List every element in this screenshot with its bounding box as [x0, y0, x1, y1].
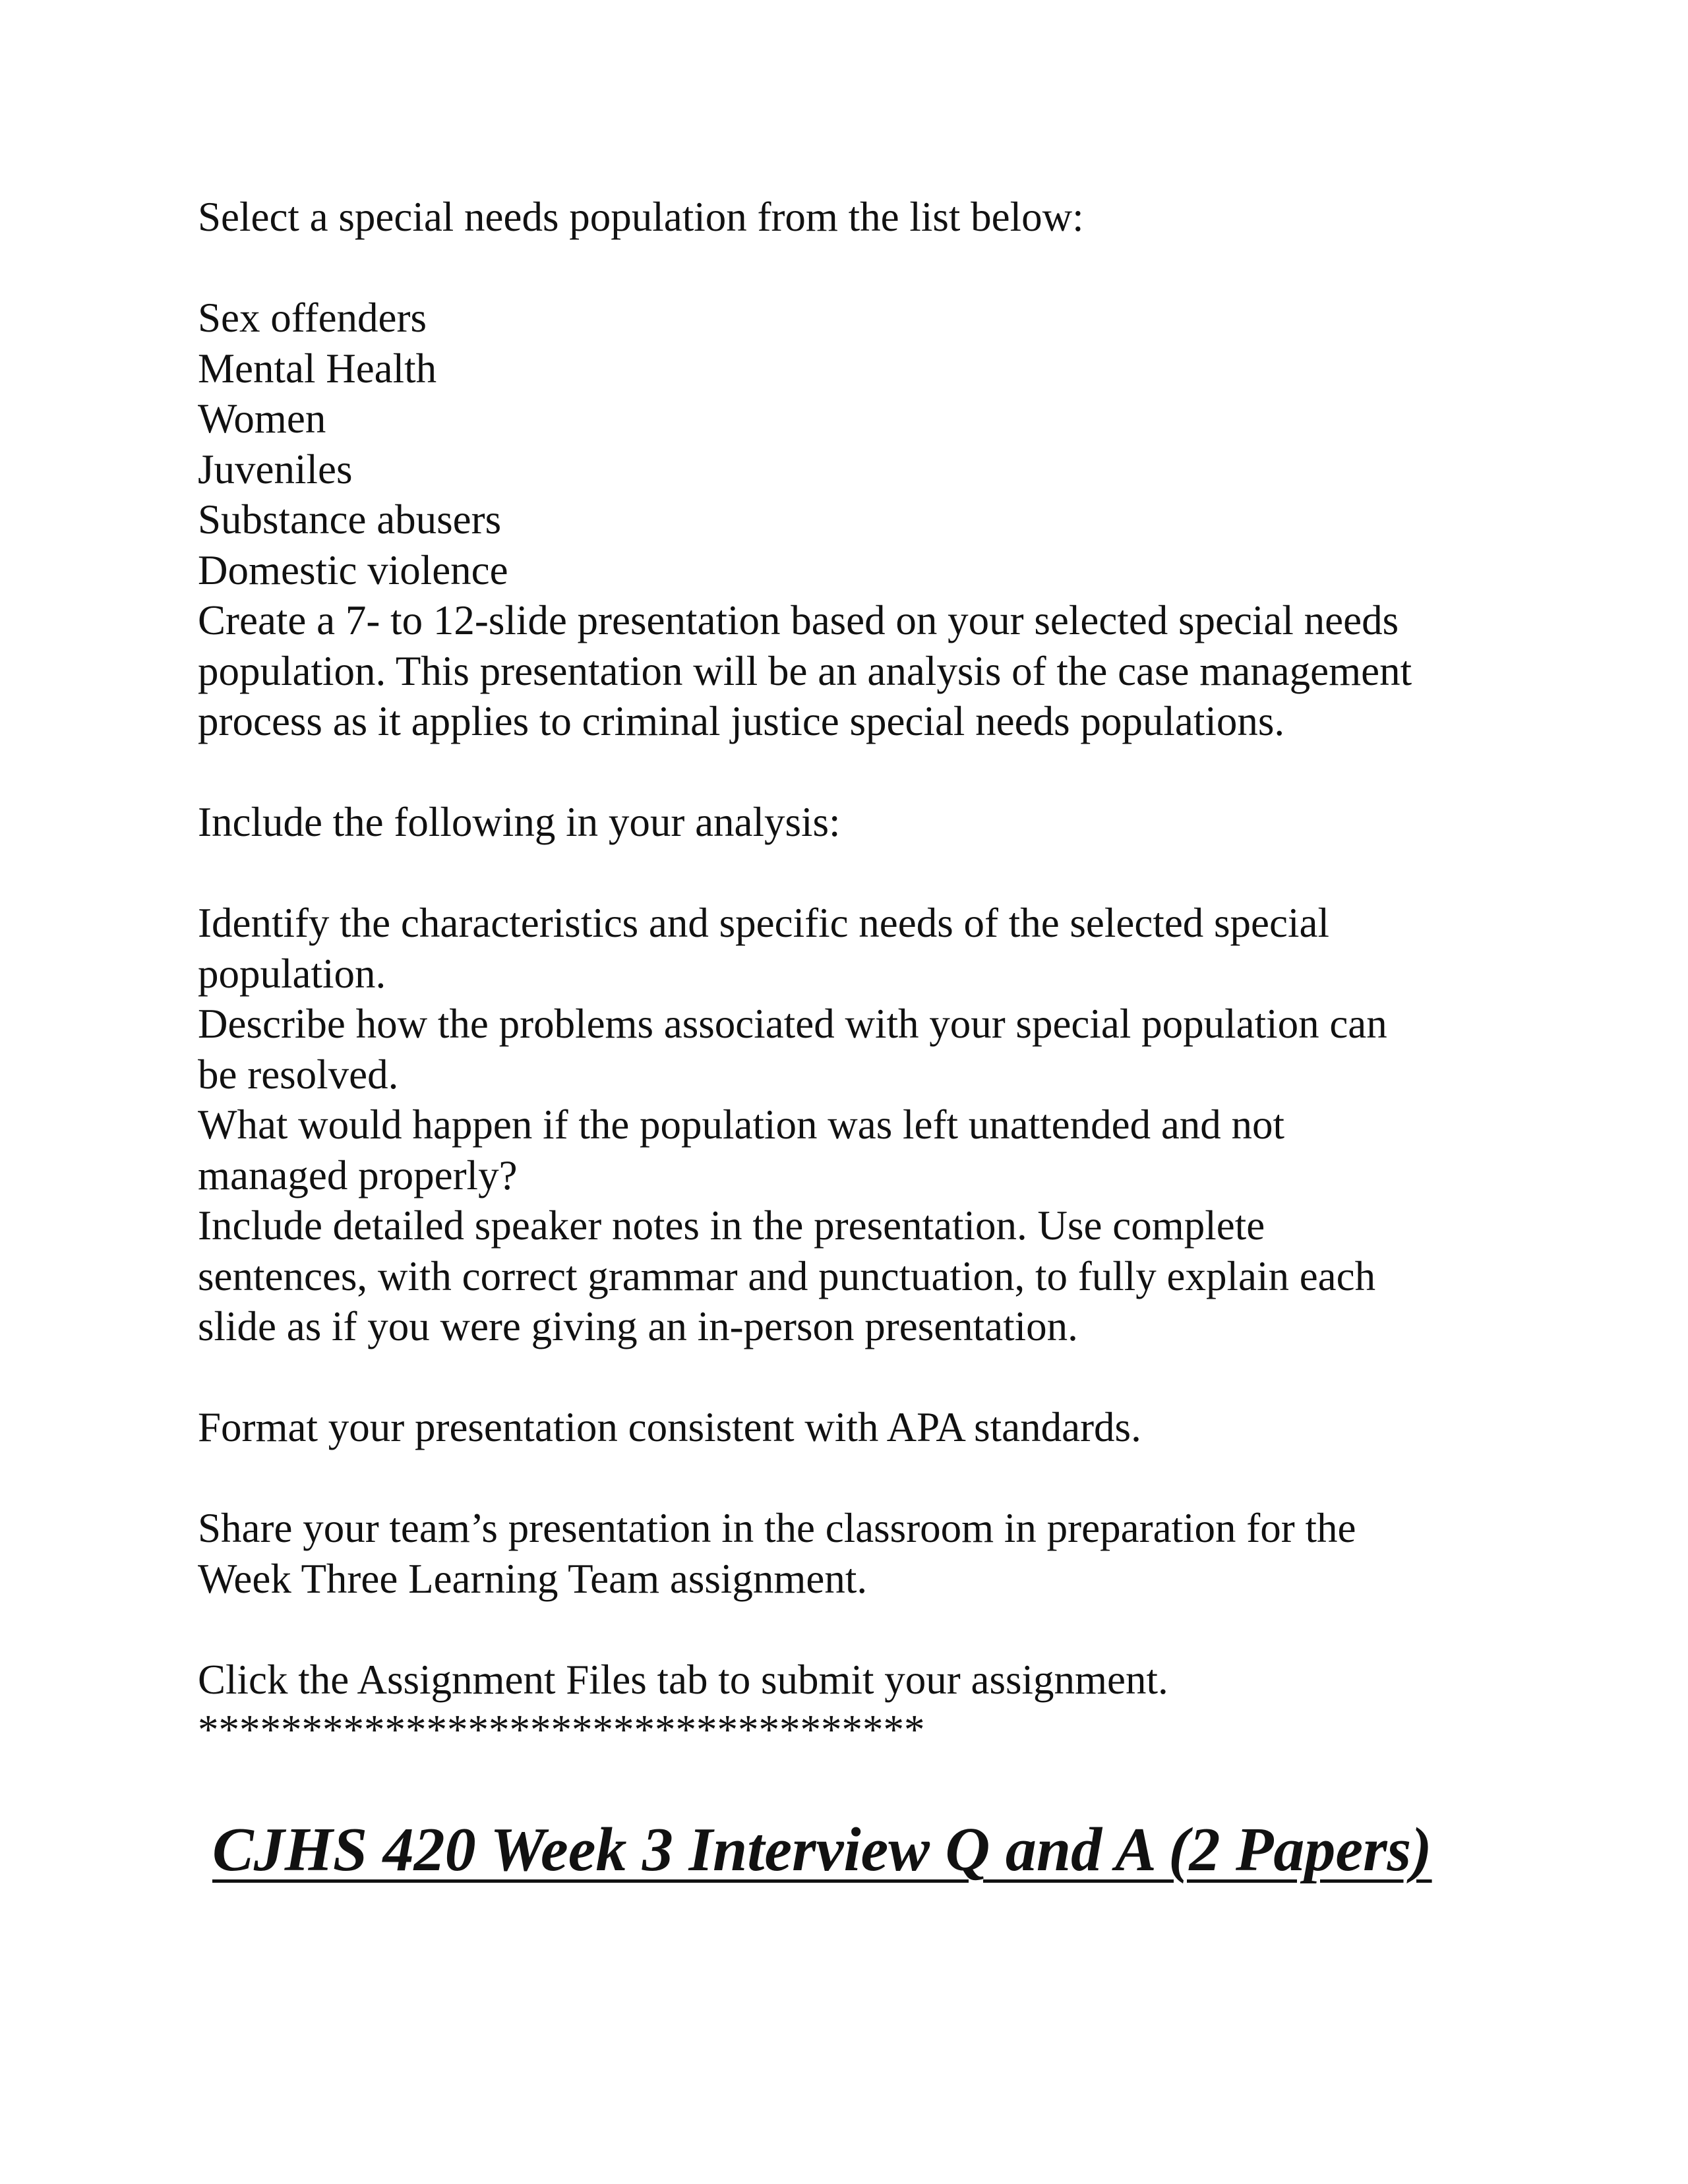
share-text-line: Week Three Learning Team assignment. — [198, 1555, 868, 1602]
analysis-text-line: managed properly? — [198, 1152, 518, 1198]
format-text: Format your presentation consistent with APA standards. — [198, 1404, 1141, 1450]
analysis-text-line: Identify the characteristics and specific needs of the selected special — [198, 900, 1329, 946]
population-item-domestic-violence: Domestic violence — [198, 546, 508, 593]
population-item-sex-offenders: Sex offenders — [198, 295, 427, 341]
create-text-line: population. This presentation will be an analysis of the case management — [198, 647, 1412, 694]
spacer — [198, 243, 1517, 293]
population-item-substance-abusers: Substance abusers — [198, 496, 502, 543]
submit-instruction-text: Click the Assignment Files tab to submit your assignment. — [198, 1656, 1168, 1703]
analysis-text-line: Include detailed speaker notes in the presentation. Use complete — [198, 1202, 1265, 1249]
create-text-line: Create a 7- to 12-slide presentation based on your selected special needs — [198, 597, 1399, 643]
create-text-line: process as it applies to criminal justice special needs populations. — [198, 698, 1285, 744]
population-item-mental-health: Mental Health — [198, 345, 437, 392]
population-item-juveniles: Juveniles — [198, 446, 353, 492]
asterisk-separator: *********************************** — [198, 1707, 925, 1753]
analysis-text-line: What would happen if the population was left unattended and not — [198, 1102, 1285, 1148]
analysis-text-line: population. — [198, 950, 386, 997]
spacer — [198, 1604, 1517, 1655]
spacer — [198, 1352, 1517, 1403]
document-heading: CJHS 420 Week 3 Interview Q and A (2 Papers) — [212, 1815, 1432, 1884]
include-intro-text: Include the following in your analysis: — [198, 799, 841, 845]
population-item-women: Women — [198, 396, 326, 442]
analysis-text-line: sentences, with correct grammar and punctuation, to fully explain each — [198, 1253, 1376, 1299]
spacer — [198, 747, 1517, 798]
assignment-body — [198, 192, 1517, 1756]
intro-text: Select a special needs population from the list below: — [198, 194, 1084, 240]
analysis-text-line: be resolved. — [198, 1051, 399, 1098]
spacer — [198, 848, 1517, 899]
analysis-text-line: Describe how the problems associated with your special population can — [198, 1001, 1387, 1047]
spacer — [198, 1453, 1517, 1504]
share-text-line: Share your team’s presentation in the classroom in preparation for the — [198, 1505, 1356, 1551]
analysis-text-line: slide as if you were giving an in-person presentation. — [198, 1303, 1078, 1349]
